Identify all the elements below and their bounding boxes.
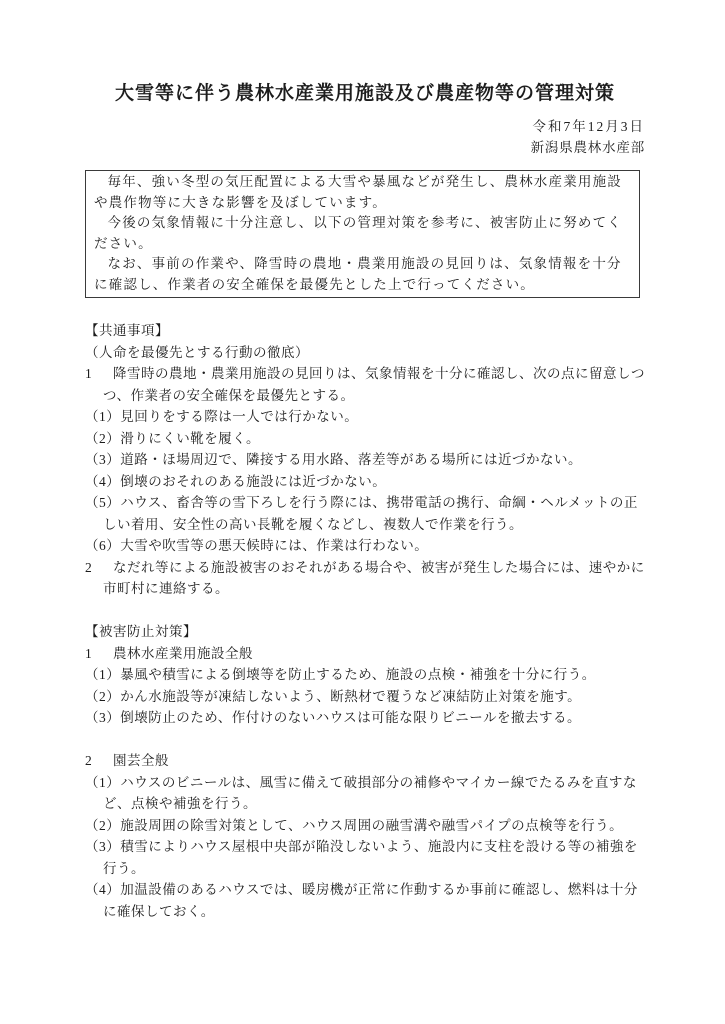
common-item-1 — [85, 363, 645, 406]
section-common — [85, 320, 645, 600]
prevention-group-1-item: （2）かん水施設等が凍結しないよう、断熱材で覆うなど凍結防止対策を施す。 — [85, 688, 582, 704]
prevention-group-2-item: （4）加温設備のあるハウスでは、暖房機が正常に作動するか事前に確認し、燃料は十分に確保しておく。 — [85, 882, 638, 919]
section-common-heading: 【共通事項】 — [85, 323, 169, 338]
notice-box — [85, 170, 640, 298]
organization-line: 新潟県農林水産部 — [530, 140, 645, 155]
prevention-group-2-item: （3）積雪によりハウス屋根中央部が陥没しないよう、施設内に支柱を設ける等の補強を行う。 — [85, 839, 638, 876]
common-subitem: （2）滑りにくい靴を履く。 — [85, 430, 260, 446]
common-item-2 — [85, 557, 645, 600]
prevention-group-2-title-text: 園芸全般 — [113, 753, 169, 768]
prevention-group-1-number: 1 — [85, 645, 92, 661]
prevention-group-1-item: （1）暴風や積雪による倒壊等を防止するため、施設の点検・補強を十分に行う。 — [85, 667, 596, 682]
prevention-group-2-item: （1）ハウスのビニールは、風雪に備えて破損部分の補修やマイカー線でたるみを直すなど、点検や補強を行う。 — [85, 774, 637, 811]
prevention-group-2-item: （2）施設周囲の除雪対策として、ハウス周囲の融雪溝や融雪パイプの点検等を行う。 — [85, 817, 624, 833]
common-subitem: （6）大雪や吹雪等の悪天候時には、作業は行わない。 — [85, 538, 429, 553]
common-item-1-number: 1 — [85, 366, 92, 381]
common-subitem: （5）ハウス、畜舎等の雪下ろしを行う際には、携帯電話の携行、命綱・ヘルメットの正しい着用、安全性の高い長靴を履くなどし、複数人で作業を行う。 — [85, 495, 638, 532]
prevention-group-2-number: 2 — [85, 753, 92, 768]
common-subitem: （3）道路・ほ場周辺で、隣接する用水路、落差等がある場所には近づかない。 — [85, 452, 582, 467]
document-content — [85, 0, 645, 922]
common-item-2-text: なだれ等による施設被害のおそれがある場合や、被害が発生した場合には、速やかに市町村に連絡する。 — [103, 559, 645, 596]
common-item-1-text: 降雪時の農地・農業用施設の見回りは、気象情報を十分に確認し、次の点に留意しつつ、作業者の安全確保を最優先とする。 — [103, 366, 645, 403]
prevention-group-1-title-text: 農林水産業用施設全般 — [113, 645, 253, 661]
prevention-group-1-item: （3）倒壊防止のため、作付けのないハウスは可能な限りビニールを撤去する。 — [85, 710, 582, 725]
notice-paragraph: なお、事前の作業や、降雪時の農地・農業用施設の見回りは、気象情報を十分に確認し、作業者の安全確保を最優先とした上で行ってください。 — [94, 256, 622, 292]
section-common-subheading: （人命を最優先とする行動の徹底） — [85, 344, 309, 360]
notice-paragraph: 毎年、強い冬型の気圧配置による大雪や暴風などが発生し、農林水産業用施設や農作物等に大きな影響を及ぼしています。 — [94, 174, 622, 210]
common-subitem: （4）倒壊のおそれのある施設には近づかない。 — [85, 473, 387, 489]
page-title: 大雪等に伴う農林水産業用施設及び農産物等の管理対策 — [114, 83, 615, 104]
date-line: 令和7年12月3日 — [532, 119, 645, 134]
prevention-group-1-title — [85, 643, 645, 665]
common-item-2-number: 2 — [85, 559, 92, 575]
section-prevention-heading: 【被害防止対策】 — [85, 624, 197, 639]
notice-paragraph: 今後の気象情報に十分注意し、以下の管理対策を参考に、被害防止に努めてください。 — [94, 215, 622, 251]
prevention-group-2-title — [85, 750, 645, 772]
common-subitem: （1）見回りをする際は一人では行かない。 — [85, 409, 359, 424]
section-prevention — [85, 621, 645, 922]
